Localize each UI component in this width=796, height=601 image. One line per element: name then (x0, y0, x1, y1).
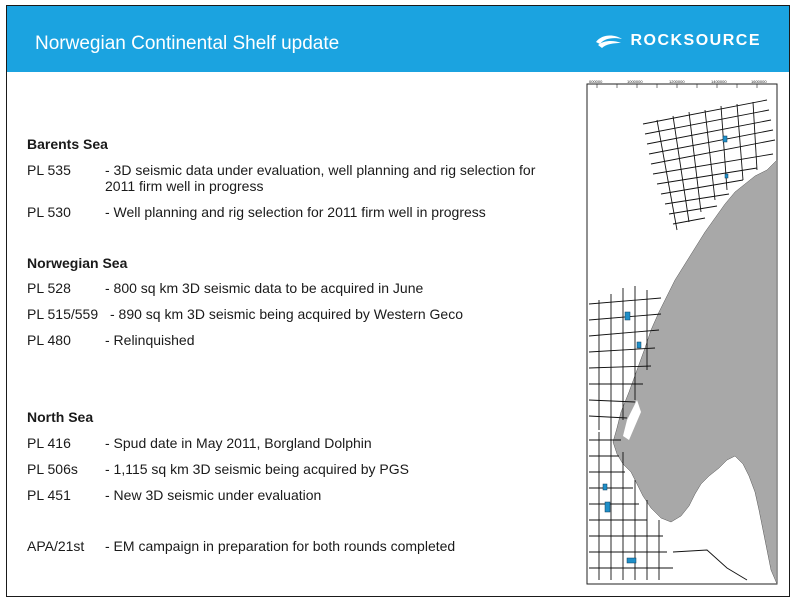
header-bar (7, 6, 789, 72)
licence-code: PL 535 (27, 162, 71, 178)
list-item (27, 435, 587, 453)
rocksource-logo (594, 32, 761, 50)
heading-norwegian-sea: Norwegian Sea (27, 255, 128, 271)
map-tick-label: 1600000 (751, 80, 767, 84)
licence-code: PL 416 (27, 435, 71, 451)
licence-status: - Relinquished (105, 332, 195, 348)
licence-code: PL 530 (27, 204, 71, 220)
licence-status: - Well planning and rig selection for 2011 firm well in progress (105, 204, 486, 220)
licence-code: PL 506s (27, 461, 78, 477)
rocksource-swoosh-icon (594, 32, 624, 50)
map-tick-label: 000000 (589, 80, 603, 84)
licence-status: - Spud date in May 2011, Borgland Dolphin (105, 435, 372, 451)
list-item (27, 204, 587, 222)
licence-code: APA/21st (27, 538, 85, 554)
logo-text: ROCKSOURCE (630, 32, 761, 49)
list-item (27, 461, 587, 479)
licence-status: - 890 sq km 3D seismic being acquired by Western Geco (110, 306, 464, 322)
slide-title: Norwegian Continental Shelf update (35, 33, 340, 54)
licence-code: PL 451 (27, 487, 71, 503)
list-item (27, 332, 587, 350)
list-item (27, 280, 587, 298)
licence-code: PL 480 (27, 332, 71, 348)
map-tick-label: 1200000 (669, 80, 685, 84)
list-item (27, 487, 587, 505)
map-tick-label: 1000000 (627, 80, 643, 84)
heading-north-sea: North Sea (27, 409, 94, 425)
norway-licence-map-icon (577, 80, 782, 590)
licence-status: - New 3D seismic under evaluation (105, 487, 322, 503)
licence-status: - EM campaign in preparation for both rounds completed (105, 538, 456, 554)
heading-barents-sea: Barents Sea (27, 136, 108, 152)
licence-code: PL 515/559 (27, 306, 99, 322)
licence-status: - 800 sq km 3D seismic data to be acquired in June (105, 280, 424, 296)
list-item (27, 538, 587, 556)
list-item (27, 306, 587, 324)
licence-code: PL 528 (27, 280, 71, 296)
licence-status: - 3D seismic data under evaluation, well planning and rig selection for 2011 firm well in progress (105, 162, 536, 194)
list-item (27, 162, 587, 196)
slide (6, 5, 790, 597)
licence-map (577, 80, 782, 590)
map-tick-label: 1400000 (711, 80, 727, 84)
licence-status: - 1,115 sq km 3D seismic being acquired by PGS (105, 461, 409, 477)
